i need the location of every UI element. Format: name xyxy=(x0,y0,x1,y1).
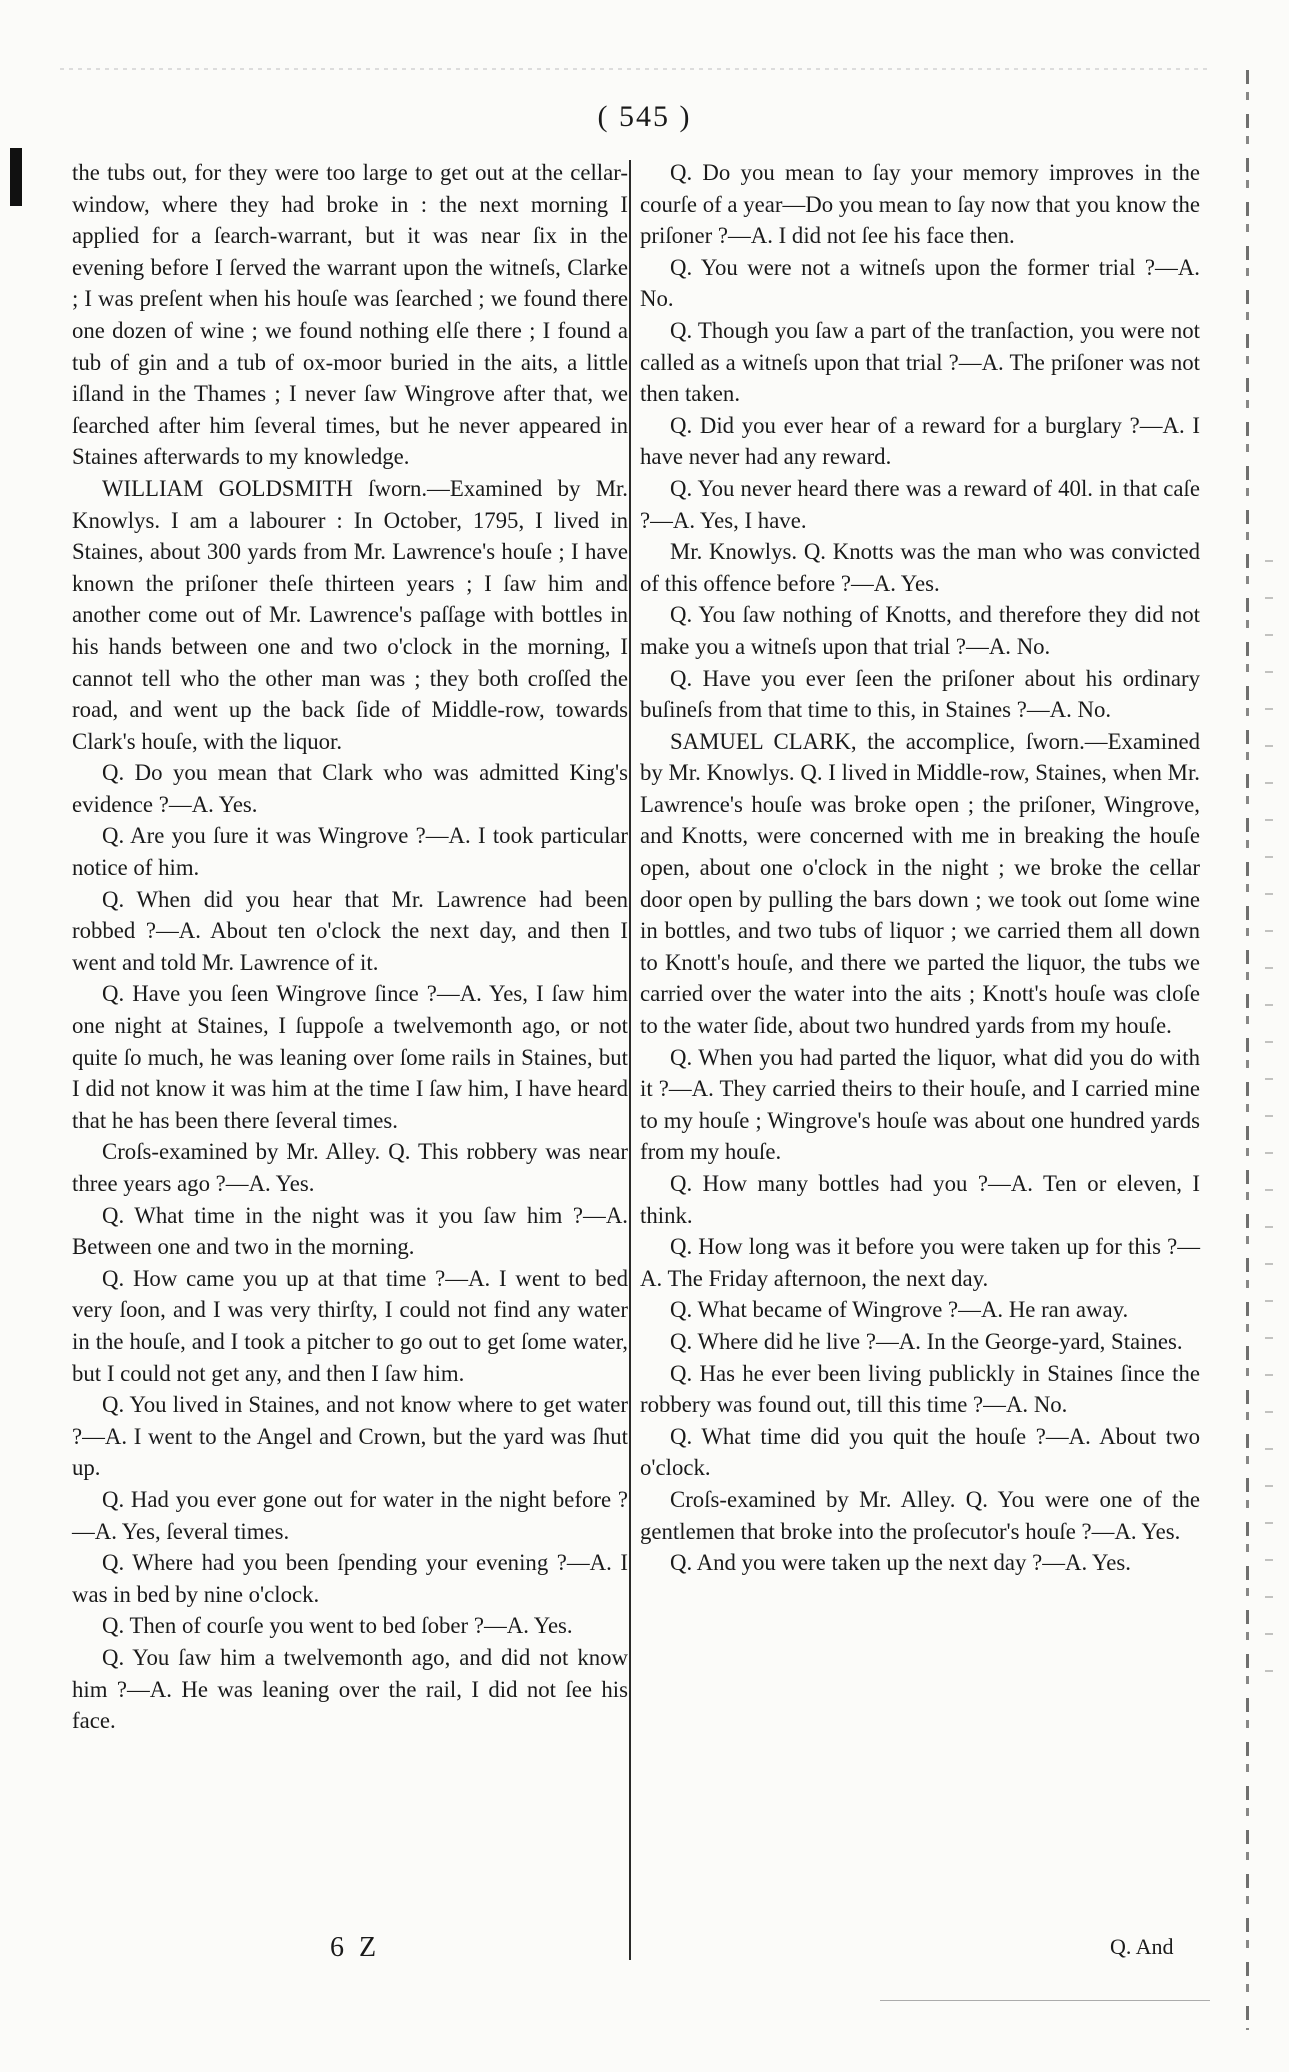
top-scan-artifact xyxy=(60,68,1210,70)
paragraph: Q. You ſaw him a twelvemonth ago, and did not know him ?—A. He was leaning over the rail, I did not ſee his face. xyxy=(72,1644,628,1734)
paragraph: Q. Do you mean that Clark who was admitted King's evidence ?—A. Yes. xyxy=(72,760,628,817)
signature-mark: 6 Z xyxy=(330,1932,381,1963)
column-divider xyxy=(629,160,631,1960)
paragraph: Q. What became of Wingrove ?—A. He ran away. xyxy=(670,1297,1129,1323)
paragraph: Q. Though you ſaw a part of the tranſaction, you were not called as a witneſs upon that trial ?—A. The priſoner was not then taken. xyxy=(640,317,1200,407)
page-number: ( 545 ) xyxy=(597,100,692,133)
paragraph: Q. Has he ever been living publickly in Staines ſince the robbery was found out, till this time ?—A. No. xyxy=(640,1360,1200,1418)
paragraph: the tubs out, for they were too large to get out at the cellar-window, where they had broke in : the next morning I applied for a ſearch-warrant, but it was near ſix in the evening before I ſerved the warrant upon the witneſs, Clarke ; I was preſent when his houſe was ſearched ; we found there one dozen of wine ; we found nothing elſe there ; I found a tub of gin and a tub of ox-moor buried in the aits, a little iſland in the Thames ; I never ſaw Wingrove after that, we ſearched after him ſeveral times, but he never appeared in Staines afterwards to my knowledge. xyxy=(72,160,628,470)
paragraph: Q. Have you ſeen Wingrove ſince ?—A. Yes, I ſaw him one night at Staines, I ſuppoſe a twelvemonth ago, or not quite ſo much, he was leaning over ſome rails in Staines, but I did not know it was him at the time I ſaw him, I have heard that he has been there ſeveral times. xyxy=(72,981,628,1133)
right-margin-specks xyxy=(1265,560,1273,1680)
paragraph: Q. Are you ſure it was Wingrove ?—A. I took particular notice of him. xyxy=(72,823,628,881)
bottom-scan-artifact xyxy=(880,2000,1210,2001)
paragraph: WILLIAM GOLDSMITH ſworn.—Examined by Mr. Knowlys. I am a labourer : In October, 1795, I lived in Staines, about 300 yards from Mr. Lawrence's houſe ; I have known the priſoner theſe thirteen years ; I ſaw him and another come out of Mr. Lawrence's paſſage with bottles in his hands between one and two o'clock in the morning, I cannot tell who the other man was ; they both croſſed the road, and went up the back ſide of Middle-row, towards Clark's houſe, with the liquor. xyxy=(72,475,628,754)
paragraph: Q. You were not a witneſs upon the former trial ?—A. No. xyxy=(640,254,1200,312)
right-page-edge xyxy=(1246,70,1249,2030)
paragraph: Q. Do you mean to ſay your memory improves in the courſe of a year—Do you mean to ſay now that you know the priſoner ?—A. I did not ſee his face then. xyxy=(640,160,1200,249)
paragraph: Q. When did you hear that Mr. Lawrence had been robbed ?—A. About ten o'clock the next day, and then I went and told Mr. Lawrence of it. xyxy=(72,886,628,975)
paragraph: Q. And you were taken up the next day ?—A. Yes. xyxy=(670,1550,1131,1576)
paragraph: Q. How long was it before you were taken up for this ?—A. The Friday afternoon, the next day. xyxy=(640,1234,1200,1291)
paragraph: Q. Where did he live ?—A. In the George-yard, Staines. xyxy=(670,1328,1183,1354)
paragraph: Q. Have you ever ſeen the priſoner about his ordinary buſineſs from that time to this, in Staines ?—A. No. xyxy=(640,665,1200,723)
paragraph: Q. How many bottles had you ?—A. Ten or eleven, I think. xyxy=(640,1171,1200,1228)
right-column xyxy=(640,157,1200,1579)
paragraph: Q. You ſaw nothing of Knotts, and therefore they did not make you a witneſs upon that trial ?—A. No. xyxy=(640,602,1200,659)
paragraph: SAMUEL CLARK, the accomplice, ſworn.—Examined by Mr. Knowlys. Q. I lived in Middle-row, Staines, when Mr. Lawrence's houſe was broke open ; the priſoner, Wingrove, and Knotts, were concerned with me in breaking the houſe open, about one o'clock in the night ; we broke the cellar door open by pulling the bars down ; we took out ſome wine in bottles, and two tubs of liquor ; we carried them all down to Knott's houſe, and there we parted the liquor, the tubs we carried over the water into the aits ; Knott's houſe was cloſe to the water ſide, about two hundred yards from my houſe. xyxy=(640,728,1200,1039)
left-margin-mark xyxy=(10,148,22,206)
paragraph: Q. What time in the night was it you ſaw him ?—A. Between one and two in the morning. xyxy=(72,1202,628,1260)
paragraph: Q. Had you ever gone out for water in the night before ?—A. Yes, ſeveral times. xyxy=(72,1486,628,1544)
paragraph: Croſs-examined by Mr. Alley. Q. You were one of the gentlemen that broke into the proſecutor's houſe ?—A. Yes. xyxy=(640,1486,1200,1544)
left-column xyxy=(72,157,628,1737)
paragraph: Q. How came you up at that time ?—A. I went to bed very ſoon, and I was very thirſty, I could not find any water in the houſe, and I took a pitcher to go out to get ſome water, but I could not get any, and then I ſaw him. xyxy=(72,1265,628,1386)
paragraph: Q. What time did you quit the houſe ?—A. About two o'clock. xyxy=(640,1423,1200,1481)
paragraph: Mr. Knowlys. Q. Knotts was the man who was convicted of this offence before ?—A. Yes. xyxy=(640,539,1200,596)
paragraph: Q. You never heard there was a reward of 40l. in that caſe ?—A. Yes, I have. xyxy=(640,475,1200,533)
catchword: Q. And xyxy=(1110,1934,1174,1959)
paragraph: Q. You lived in Staines, and not know where to get water ?—A. I went to the Angel and Crown, but the yard was ſhut up. xyxy=(72,1392,628,1481)
paragraph: Q. Then of courſe you went to bed ſober ?—A. Yes. xyxy=(102,1613,573,1639)
paragraph: Q. Did you ever hear of a reward for a burglary ?—A. I have never had any reward. xyxy=(640,412,1200,470)
paragraph: Croſs-examined by Mr. Alley. Q. This robbery was near three years ago ?—A. Yes. xyxy=(72,1139,628,1196)
paragraph: Q. Where had you been ſpending your evening ?—A. I was in bed by nine o'clock. xyxy=(72,1550,628,1607)
paragraph: Q. When you had parted the liquor, what did you do with it ?—A. They carried theirs to their houſe, and I carried mine to my houſe ; Wingrove's houſe was about one hundred yards from my houſe. xyxy=(640,1044,1200,1165)
